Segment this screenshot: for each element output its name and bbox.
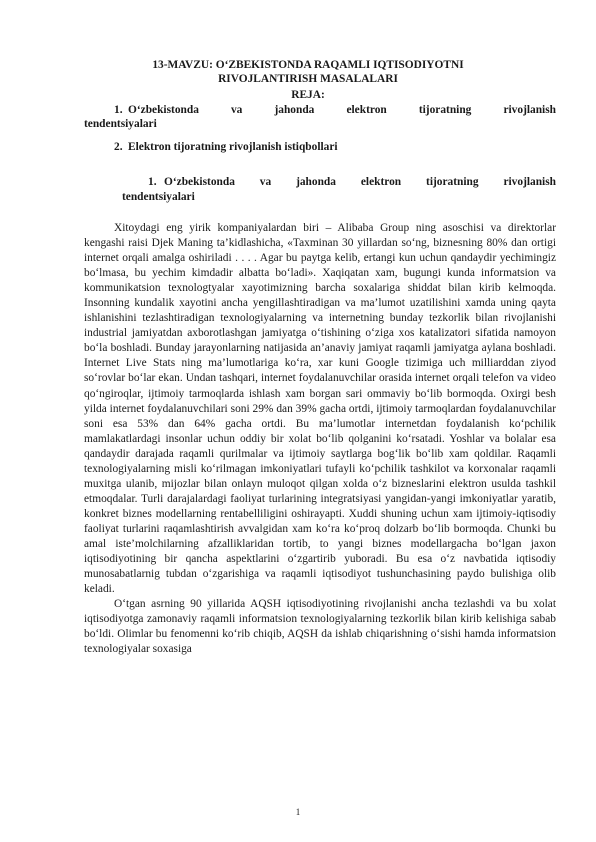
section-heading-number: 1.	[148, 176, 157, 188]
paragraph-2: O‘tgan asrning 90 yillarida AQSH iqtisodiyotining rivojlanishi ancha tezlashdi va bu xolat iqtisodiyotga zamonaviy raqamli informatsion texnologiyalarning tezkorlik bilan kirib kelishiga sabab bo‘ldi. Olimlar bu fenomenni ko‘rib chiqib, AQSH da ishlab chiqarishning o‘sishi hamda informatsion texnologiyalar soxasiga	[84, 598, 556, 656]
plan-item-1	[84, 103, 556, 117]
plan-item-2-number: 2.	[114, 141, 123, 153]
section-heading-continuation: tendentsiyalari	[122, 191, 195, 203]
paragraph-1: Xitoydagi eng yirik kompaniyalardan biri – Alibaba Group ning asoschisi va direktorlar kengashi raisi Djek Maning ta’kidlashicha, «Taxminan 30 yillardan so‘ng, biznesning 80% dan ortigi internet orqali amalga oshiriladi . . . . Agar bu paytga kelib, ertangi kun uchun qandaydir yechimingiz bo‘lmasa, bu yechim kimdadir albatta bo‘ladi». Xaqiqatan xam, bugungi kunda informatsion va kommunikatsion texnologtyalar xayotimizning barcha soxalariga shiddat bilan kirib kelmoqda. Insonning kundalik xayotini ancha yengillashtiradigan va ma’lumot uzatilishini xamda uning qayta ishlanishini tezlashtiradigan texnologiyalarning va internetning bunday tezkorlik bilan rivojlanishi industrial jamiyatdan axborotlashgan jamiyatga o‘tishining o‘ziga xos katalizatori sifatida namoyon bo‘la boshladi. Bunday jarayonlarning natijasida an’anaviy jamiyat raqamli jamiyatga aylana boshladi. Internet Live Stats ning ma’lumotlariga ko‘ra, xar kuni Google tizimiga uch milliarddan ziyod so‘rovlar bo‘lar ekan. Undan tashqari, internet foydalanuvchilar orasida internet orqali telefon va video qo‘ngiroqlar, ijtimoiy tarmoqlarda ishlash xam borgan sari ommaviy bo‘lib bormoqda. Oxirgi besh yilda internet foydalanuvchilari soni 29% dan 39% gacha ortdi, ijtimoiy tarmoqlardan foydalanuvchilar soni esa 53% dan 64% gacha ortdi. Bu ma’lumotlar internetdan foydalanish ko‘pchilik mamlakatlardagi insonlar uchun oddiy bir xolat bo‘lib qolganini ko‘rsatadi. Yoshlar va bolalar esa qandaydir darajada raqamli qurilmalar va ijtimoiy saytlarga bog‘lik bo‘lib xam qoldilar. Raqamli texnologiyalarning misli ko‘rilmagan imkoniyatlari tufayli ko‘pchilik tashkilot va korxonalar raqamli muxitga ulanib, mijozlar bilan onlayn muloqot qilgan xolda o‘z bizneslarini elektron usulda tashkil etmoqdalar. Turli darajalardagi faoliyat turlarining integratsiyasi yangidan-yangi imkoniyatlar yaratib, konkret biznes modellarning rentabelliligini oshirayapti. Xuddi shuning uchun xam ijtimoiy-iqtisodiy faoliyat turlarini raqamlashtirish avvalgidan xam ko‘ra ko‘proq dolzarb bo‘lib bormoqda. Chunki bu amal iste’molchilarning afzalliklaridan tortib, to yangi biznes modellargacha bo‘lgan jaxon iqtisodiyotining bir qancha aspektlarini o‘zgartirib yuboradi. Bu esa o‘z navbatida iqtisodiy munosabatlarnig tubdan o‘zgarishiga va raqamli iqtisodiyot tushunchasining paydo bulishiga olib keladi.	[84, 222, 556, 596]
title-line-1: 13-MAVZU: O‘ZBEKISTONDA RAQAMLI IQTISODIYOTNI	[152, 59, 464, 71]
plan-item-1-continuation: tendentsiyalari	[84, 118, 157, 130]
plan-item-2	[84, 140, 556, 154]
body-text	[84, 221, 556, 657]
section-heading	[84, 175, 556, 189]
section-heading-text: O‘zbekistonda va jahonda elektron tijoratning rivojlanish	[164, 176, 556, 188]
plan-item-2-text: Elektron tijoratning rivojlanish istiqbollari	[128, 141, 338, 153]
plan-item-1-number: 1.	[114, 104, 123, 116]
plan-heading: REJA:	[291, 89, 325, 101]
title-line-2: RIVOJLANTIRISH MASALALARI	[218, 73, 398, 86]
plan-item-1-text: O‘zbekistonda va jahonda elektron tijoratning rivojlanish	[128, 104, 556, 116]
page-number: 1	[295, 807, 301, 817]
document-title	[110, 58, 506, 87]
